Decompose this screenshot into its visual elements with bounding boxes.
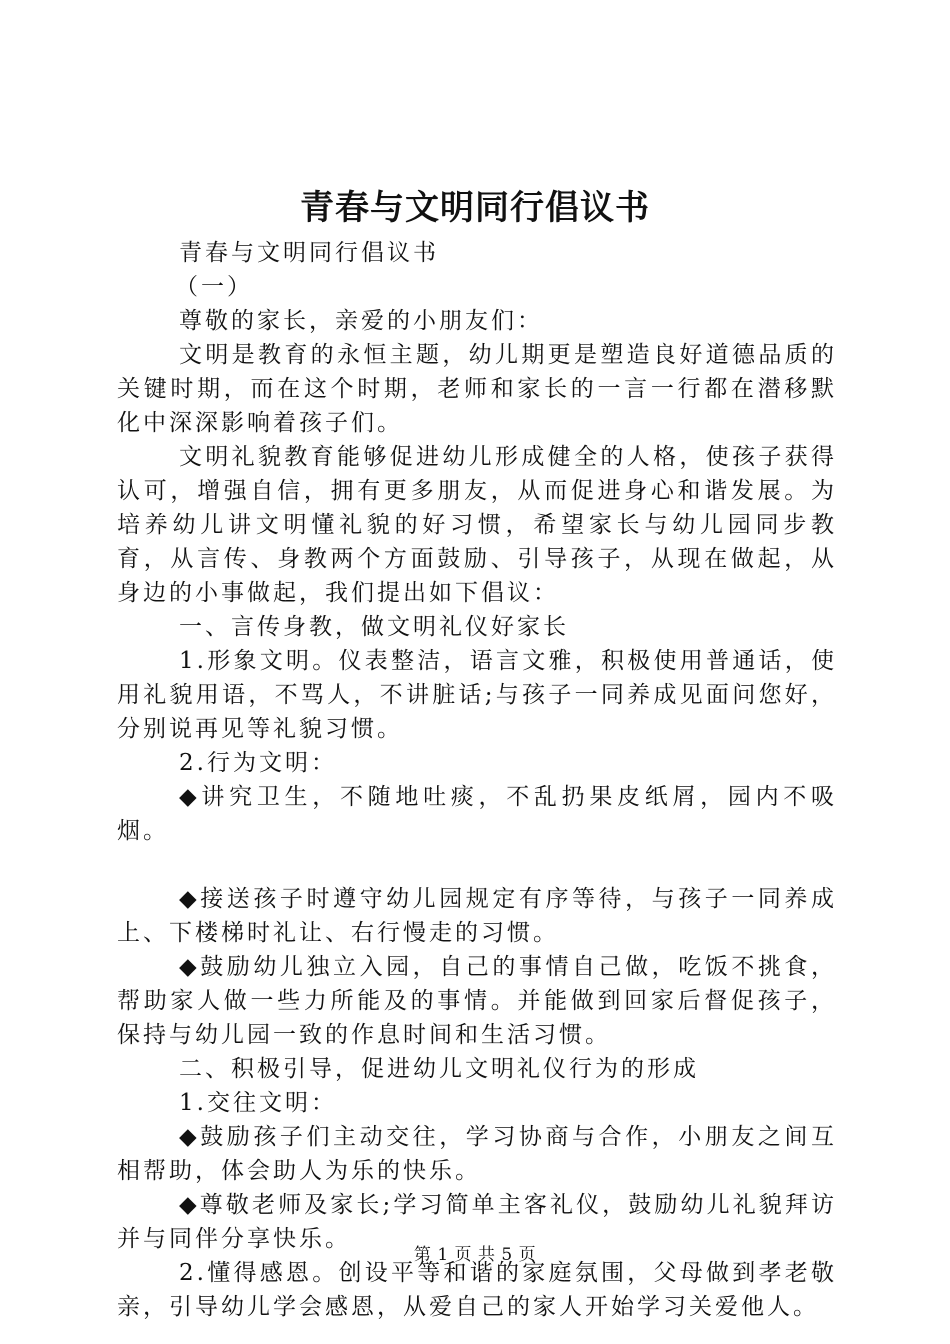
paragraph-salutation: 尊敬的家长，亲爱的小朋友们： — [179, 308, 543, 334]
heading-behavior-civility: 2.行为文明： — [179, 750, 337, 776]
paragraph-section-number: （一） — [175, 274, 253, 300]
bullet-respect: ◆尊敬老师及家长;学习简单主客礼仪，鼓励幼儿礼貌拜访并与同伴分享快乐。 — [117, 1192, 837, 1252]
heading-section-one: 一、言传身教，做文明礼仪好家长 — [179, 614, 569, 640]
bullet-independence: ◆鼓励幼儿独立入园，自己的事情自己做，吃饭不挑食，帮助家人做一些力所能及的事情。并能做到回家后督促孩子，保持与幼儿园一致的作息时间和生活习惯。 — [117, 954, 837, 1048]
paragraph-purpose: 文明礼貌教育能够促进幼儿形成健全的人格，使孩子获得认可，增强自信，拥有更多朋友，从而促进身心和谐发展。为培养幼儿讲文明懂礼貌的好习惯，希望家长与幼儿园同步教育，从言传、身教两个方面鼓励、引导孩子，从现在做起，从身边的小事做起，我们提出如下倡议： — [117, 444, 837, 606]
blank-line — [117, 848, 837, 882]
document-body — [117, 236, 837, 1324]
heading-section-two: 二、积极引导，促进幼儿文明礼仪行为的形成 — [179, 1056, 699, 1082]
paragraph-image-civility: 1.形象文明。仪表整洁，语言文雅，积极使用普通话，使用礼貌用语，不骂人，不讲脏话;与孩子一同养成见面问您好，分别说再见等礼貌习惯。 — [117, 648, 837, 742]
heading-interaction-civility: 1.交往文明： — [179, 1090, 337, 1116]
bullet-cooperation: ◆鼓励孩子们主动交往，学习协商与合作，小朋友之间互相帮助，体会助人为乐的快乐。 — [117, 1124, 837, 1184]
paragraph-subtitle: 青春与文明同行倡议书 — [179, 240, 439, 266]
paragraph-gratitude: 2.懂得感恩。创设平等和谐的家庭氛围，父母做到孝老敬亲，引导幼儿学会感恩，从爱自己的家人开始学习关爱他人。 — [117, 1260, 837, 1320]
bullet-pickup-order: ◆接送孩子时遵守幼儿园规定有序等待，与孩子一同养成上、下楼梯时礼让、右行慢走的习惯。 — [117, 886, 837, 946]
paragraph-intro: 文明是教育的永恒主题，幼儿期更是塑造良好道德品质的关键时期，而在这个时期，老师和家长的一言一行都在潜移默化中深深影响着孩子们。 — [117, 342, 837, 436]
bullet-hygiene: ◆讲究卫生，不随地吐痰，不乱扔果皮纸屑，园内不吸烟。 — [117, 784, 837, 844]
page-number-footer: 第 1 页 共 5 页 — [413, 1245, 537, 1265]
document-title: 青春与文明同行倡议书 — [300, 188, 650, 228]
